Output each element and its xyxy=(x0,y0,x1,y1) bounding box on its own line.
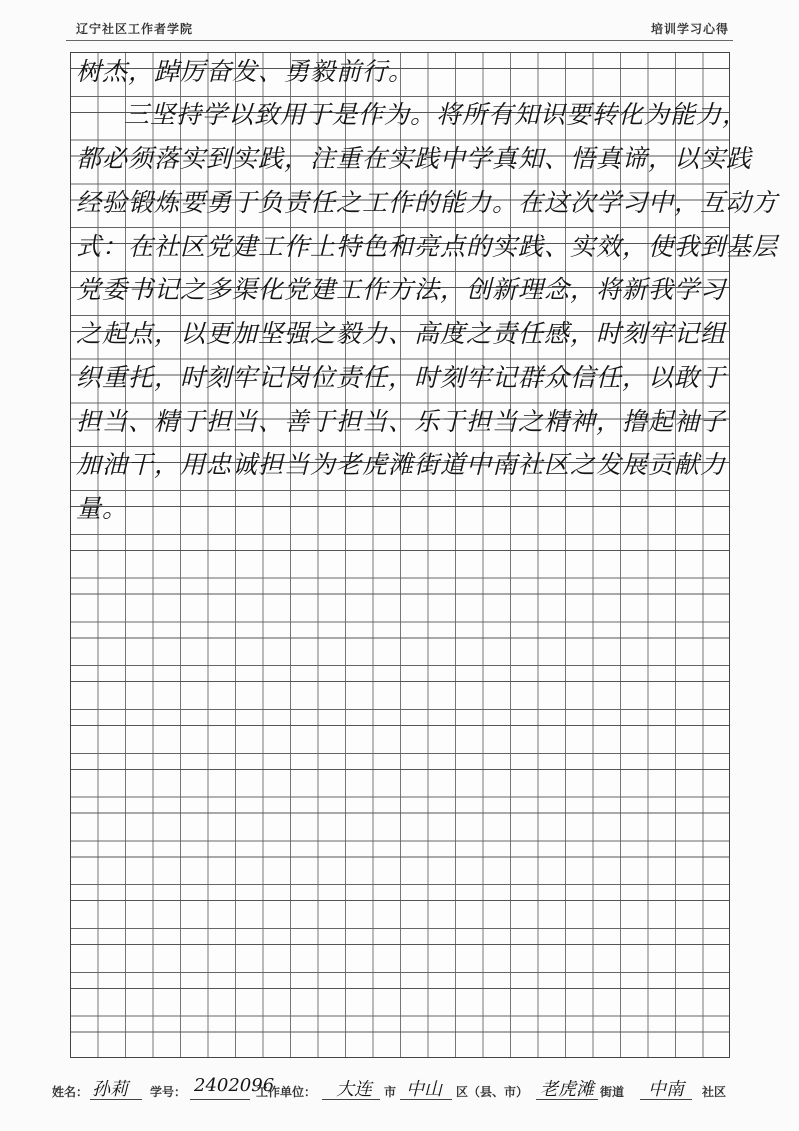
text-line-4: 经验锻炼要勇于负责任之工作的能力。在这次学习中，互动方 xyxy=(76,188,779,217)
district-underline xyxy=(400,1099,452,1100)
text-line-5: 式：在社区党建工作上特色和亮点的实践、实效，使我到基层 xyxy=(76,232,779,261)
text-line-1: 树杰，踔厉奋发、勇毅前行。 xyxy=(76,57,415,86)
header-rule xyxy=(66,40,733,41)
text-line-10: 加油干，用忠诚担当为老虎滩街道中南社区之发展贡献力 xyxy=(76,450,727,479)
text-line-11: 量。 xyxy=(76,494,129,523)
community-label: 社区 xyxy=(702,1085,727,1099)
name-label: 姓名： xyxy=(52,1085,89,1099)
text-line-6: 党委书记之多渠化党建工作方法，创新理念，将新我学习 xyxy=(76,275,727,304)
street-label: 街道 xyxy=(600,1085,625,1099)
institution-name: 辽宁社区工作者学院 xyxy=(76,22,194,36)
district-value: 中山 xyxy=(406,1079,442,1100)
id-label: 学号： xyxy=(150,1085,187,1099)
community-underline xyxy=(640,1099,692,1100)
street-underline xyxy=(536,1099,598,1100)
name-underline xyxy=(90,1099,142,1100)
community-value: 中南 xyxy=(648,1079,684,1100)
text-line-7: 之起点，以更加坚强之毅力、高度之责任感，时刻牢记组 xyxy=(76,319,727,348)
name-value: 孙莉 xyxy=(92,1079,128,1100)
district-label: 区（县、市） xyxy=(456,1085,529,1099)
text-line-8: 织重托，时刻牢记岗位责任，时刻牢记群众信任，以敢于 xyxy=(76,363,727,392)
text-line-3: 都必须落实到实践，注重在实践中学真知、悟真谛，以实践 xyxy=(76,144,753,173)
text-line-2: 三坚持学以致用于是作为。将所有知识要转化为能力， xyxy=(124,100,749,129)
city-label: 市 xyxy=(384,1085,397,1099)
id-value: 2402096 xyxy=(194,1075,275,1096)
document-title: 培训学习心得 xyxy=(650,22,729,36)
city-value: 大连 xyxy=(336,1079,372,1100)
id-underline xyxy=(190,1099,250,1100)
street-value: 老虎滩 xyxy=(540,1079,594,1100)
city-underline xyxy=(322,1099,380,1100)
unit-label: 工作单位： xyxy=(256,1085,317,1099)
text-line-9: 担当、精于担当、善于担当、乐于担当之精神，撸起袖子 xyxy=(76,407,727,436)
